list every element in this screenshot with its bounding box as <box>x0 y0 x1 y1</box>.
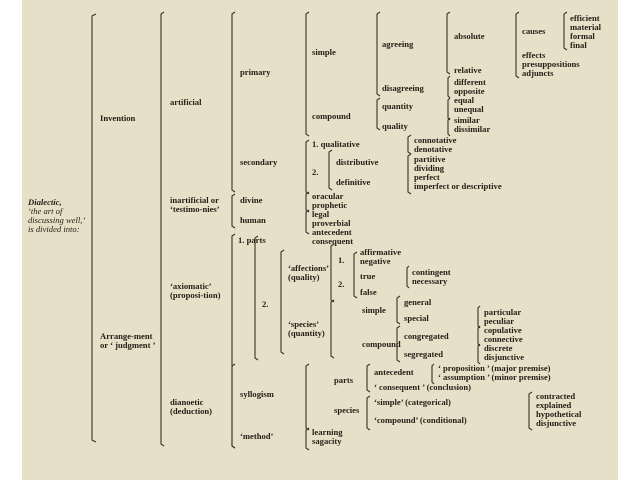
diagram-page <box>22 0 618 480</box>
bracket-disagreeing <box>448 76 450 98</box>
bracket-true-false <box>354 252 357 298</box>
axiomatic-label: ‘axiomatic’ (proposi-tion) <box>170 281 221 300</box>
bracket-divine <box>306 192 309 212</box>
bracket-absolute <box>516 12 519 78</box>
second-number: 2. <box>312 167 319 177</box>
bracket-antecedent <box>432 364 434 384</box>
bracket-primary <box>306 12 309 136</box>
secondary-label: secondary <box>240 157 278 167</box>
bracket-simple <box>377 12 380 96</box>
true-item: necessary <box>412 276 448 286</box>
quantity-item: unequal <box>454 104 484 114</box>
bracket-causes <box>564 12 567 50</box>
antecedent-label: antecedent <box>374 367 414 377</box>
secondary-item: perfect <box>414 172 440 182</box>
bracket-parts <box>367 364 370 392</box>
compound-item: explained <box>536 400 572 410</box>
bracket-quantity <box>448 98 450 120</box>
bracket-congregated <box>478 326 480 346</box>
bracket-true <box>407 266 409 288</box>
compound-item: contracted <box>536 391 576 401</box>
absolute-label: absolute <box>454 31 485 41</box>
bracket-inartificial <box>232 194 235 228</box>
root-description: ‘the art of discussing well,’ is divided into: <box>28 206 85 234</box>
bracket-quality <box>448 118 450 136</box>
cause-item: formal <box>570 31 595 41</box>
bracket-compound-syl <box>529 392 532 430</box>
human-label: human <box>240 215 266 225</box>
segregated-item: discrete <box>484 343 513 353</box>
bracket-secondary <box>306 140 309 194</box>
inartificial-extra-item: antecedent <box>312 227 352 237</box>
false-label: false <box>360 287 377 297</box>
qualitative-label: 1. qualitative <box>312 139 360 149</box>
congregated-label: congregated <box>404 331 449 341</box>
disagreeing-item: opposite <box>454 86 485 96</box>
true-item: contingent <box>412 267 451 277</box>
syllogism-parts: parts <box>334 375 354 385</box>
secondary-item: dividing <box>414 163 445 173</box>
secondary-item: imperfect or descriptive <box>414 181 502 191</box>
bracket-simple-species <box>397 296 400 324</box>
bracket-axiomatic <box>255 236 258 360</box>
causes-label: causes <box>522 26 546 36</box>
divine-item: oracular <box>312 191 344 201</box>
divine-item: prophetic <box>312 200 348 210</box>
affections-one: 1. <box>338 255 345 265</box>
bracket-human <box>306 210 309 234</box>
quality-label: quality <box>382 121 408 131</box>
inartificial-label: inartificial or ‘testimo-nies’ <box>170 195 220 214</box>
syllogism-compound: ‘compound’ (conditional) <box>374 415 467 425</box>
special-item: peculiar <box>484 316 515 326</box>
congregated-item: connective <box>484 334 523 344</box>
disagreeing-item: different <box>454 77 486 87</box>
affections-one-item: affirmative <box>360 247 402 257</box>
absolute-other: effects <box>522 50 546 60</box>
bracket-syllogism <box>306 364 309 430</box>
invention-label: Invention <box>100 113 136 123</box>
syllogism-species: species <box>334 405 360 415</box>
species-simple: simple <box>362 305 386 315</box>
cause-item: efficient <box>570 13 600 23</box>
bracket-affections-species <box>281 250 284 354</box>
consequent-label: ‘ consequent ’ (conclusion) <box>374 382 471 392</box>
inartificial-extra-item: consequent <box>312 236 354 246</box>
bracket-qualitative <box>408 135 411 154</box>
disagreeing-label: disagreeing <box>382 83 424 93</box>
absolute-other: presuppositions <box>522 59 580 69</box>
cause-item: final <box>570 40 587 50</box>
congregated-item: copulative <box>484 325 522 335</box>
axiomatic-two: 2. <box>262 299 269 309</box>
bracket-dianoetic <box>232 364 235 448</box>
affections-label: ‘affections’ (quality) <box>288 263 329 282</box>
human-item: legal <box>312 209 330 219</box>
human-item: proverbial <box>312 218 351 228</box>
compound-item: hypothetical <box>536 409 582 419</box>
definitive-label: definitive <box>336 177 371 187</box>
antecedent-item: ‘ assumption ’ (minor premise) <box>438 372 551 382</box>
species-label: ‘species’ (quantity) <box>288 319 325 338</box>
bracket-root <box>92 14 96 442</box>
bracket-agreeing <box>447 12 450 74</box>
species-general: general <box>404 297 432 307</box>
qualitative-item: connotative <box>414 135 457 145</box>
cause-item: material <box>570 22 602 32</box>
axiomatic-parts: 1. parts <box>238 235 266 245</box>
quantity-item: equal <box>454 95 475 105</box>
bracket-species-syl <box>367 396 370 430</box>
quality-item: similar <box>454 115 480 125</box>
bracket-distributive-definitive <box>329 150 332 190</box>
syllogism-label: syllogism <box>240 389 274 399</box>
absolute-other: adjuncts <box>522 68 554 78</box>
segregated-label: segregated <box>404 349 443 359</box>
qualitative-item: denotative <box>414 144 453 154</box>
species-special: special <box>404 313 429 323</box>
method-item: learning <box>312 427 343 437</box>
artificial-label: artificial <box>170 97 202 107</box>
compound-item: disjunctive <box>536 418 577 428</box>
bracket-invention-arrangement <box>161 12 164 446</box>
relative-label: relative <box>454 65 482 75</box>
method-item: sagacity <box>312 436 342 446</box>
primary-label: primary <box>240 67 271 77</box>
compound-label: compound <box>312 111 351 121</box>
dianoetic-label: dianoetic (deduction) <box>170 397 213 416</box>
species-compound: compound <box>362 339 401 349</box>
quantity-label: quantity <box>382 101 414 111</box>
bracket-segregated <box>478 344 480 364</box>
secondary-item: partitive <box>414 154 446 164</box>
arrangement-label: Arrange-ment or ‘ judgment ’ <box>100 331 156 350</box>
root-title: Dialectic, <box>28 197 62 207</box>
simple-label: simple <box>312 47 336 57</box>
affections-two: 2. <box>338 279 345 289</box>
true-label: true <box>360 271 376 281</box>
bracket-special <box>478 306 480 328</box>
agreeing-label: agreeing <box>382 39 414 49</box>
affections-one-item: negative <box>360 256 391 266</box>
divine-label: divine <box>240 195 263 205</box>
bracket-artificial <box>232 12 235 192</box>
bracket-compound <box>377 98 380 130</box>
antecedent-item: ‘ proposition ’ (major premise) <box>438 363 551 373</box>
method-label: ‘method’ <box>240 431 274 441</box>
quality-item: dissimilar <box>454 124 491 134</box>
distributive-label: distributive <box>336 157 379 167</box>
syllogism-simple: ‘simple’ (categorical) <box>374 397 451 407</box>
bracket-method <box>306 428 309 450</box>
special-item: particular <box>484 307 522 317</box>
segregated-item: disjunctive <box>484 352 525 362</box>
bracket-second-items <box>408 154 411 194</box>
